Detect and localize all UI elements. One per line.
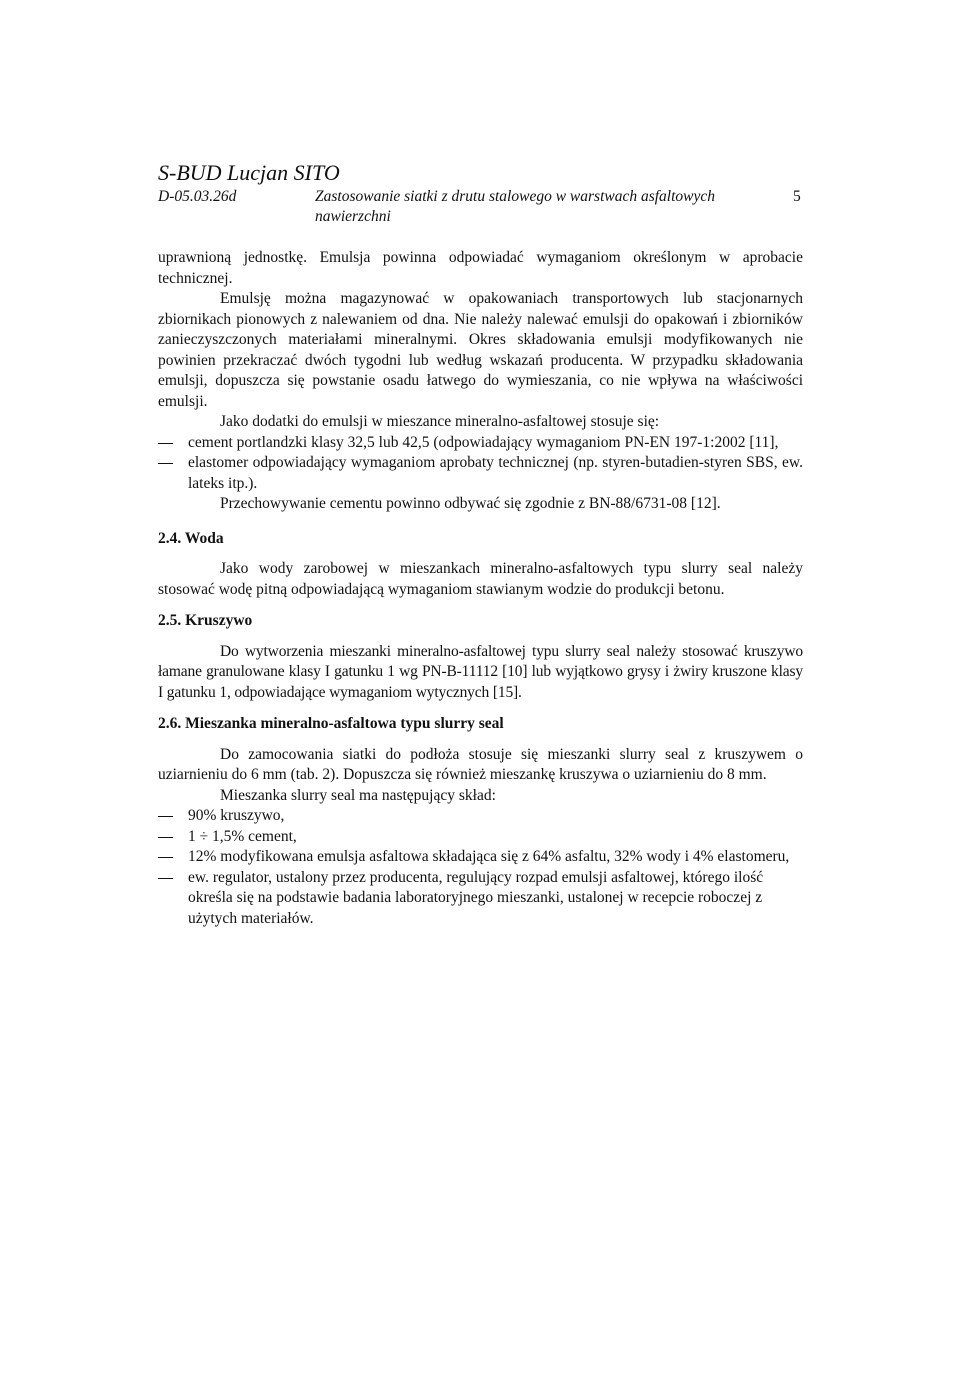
paragraph-additives-intro: Jako dodatki do emulsji w mieszance mineralno-asfaltowej stosuje się:: [220, 413, 660, 430]
spec-title: Zastosowanie siatki z drutu stalowego w warstwach asfaltowych nawierzchni: [315, 188, 716, 225]
company-name: S-BUD Lucjan SITO: [158, 160, 340, 185]
paragraph-cement-storage: Przechowywanie cementu powinno odbywać się zgodnie z BN-88/6731-08 [12].: [220, 495, 721, 512]
paragraph-water: Jako wody zarobowej w mieszankach mineralno-asfaltowych typu slurry seal należy stosować wodę pitną odpowiadającą wymaganiom stawianym wodzie do produkcji betonu.: [158, 560, 803, 598]
list-item: 90% kruszywo,: [158, 806, 803, 827]
paragraph-emulsion-approval: uprawnioną jednostkę. Emulsja powinna odpowiadać wymaganiom określonym w aprobacie technicznej.: [158, 249, 803, 287]
document-body: [158, 248, 803, 929]
additives-list: [158, 433, 803, 495]
composition-list: [158, 806, 803, 929]
page-number: 5: [793, 188, 801, 205]
storage-sentence-4: W przypadku składowania emulsji, dopuszcza się powstanie osadu łatwego do wymieszania, co nie wpływa na właściwości emulsji.: [158, 351, 804, 410]
paragraph-aggregate: Do wytworzenia mieszanki mineralno-asfaltowej typu slurry seal należy stosować kruszywo łamane granulowane klasy I gatunku 1 wg PN-B-11112 [10] lub wyjątkowo grysy i żwiry kruszone klasy I gatunku 1, odpowiadające wymaganiom wytycznych [15].: [158, 642, 803, 701]
paragraph-emulsion-storage: [158, 289, 803, 412]
paragraph-slurry-seal: Do zamocowania siatki do podłoża stosuje się mieszanki slurry seal z kruszywem o uziarnieniu do 6 mm (tab. 2). Dopuszcza się również mieszankę kruszywa o uziarnieniu do 8 mm.: [158, 745, 803, 783]
paragraph-composition-intro: Mieszanka slurry seal ma następujący skład:: [220, 786, 496, 804]
list-item: elastomer odpowiadający wymaganiom aprobaty technicznej (np. styren-butadien-styren SBS, ew. lateks itp.).: [158, 453, 803, 494]
section-heading-slurry-seal: 2.6. Mieszanka mineralno-asfaltowa typu slurry seal: [158, 715, 504, 732]
section-heading-aggregate: 2.5. Kruszywo: [158, 612, 253, 629]
spec-code: D-05.03.26d: [158, 188, 237, 205]
section-heading-water: 2.4. Woda: [158, 529, 224, 547]
storage-sentence-2: Nie należy nalewać emulsji do opakowań i zbiorników zanieczyszczonych materiałami mineralnymi.: [158, 310, 804, 348]
storage-sentence-3: Okres składowania emulsji modyfikowanych nie powinien przekraczać dwóch tygodni lub według wskazań producenta.: [158, 331, 803, 369]
storage-sentence-1: Emulsję można magazynować w opakowaniach transportowych lub stacjonarnych zbiornikach pionowych z nalewaniem od dna.: [158, 290, 803, 328]
list-item: ew. regulator, ustalony przez producenta, regulujący rozpad emulsji asfaltowej, którego ilość określa się na podstawie badania laboratoryjnego mieszanki, ustalonej w recepcie roboczej z użytych materiałów.: [158, 868, 803, 930]
list-item: 1 ÷ 1,5% cement,: [158, 827, 803, 848]
list-item: 12% modyfikowana emulsja asfaltowa składająca się z 64% asfaltu, 32% wody i 4% elastomeru,: [158, 847, 803, 868]
list-item: cement portlandzki klasy 32,5 lub 42,5 (odpowiadający wymaganiom PN-EN 197-1:2002 [11],: [158, 433, 803, 454]
